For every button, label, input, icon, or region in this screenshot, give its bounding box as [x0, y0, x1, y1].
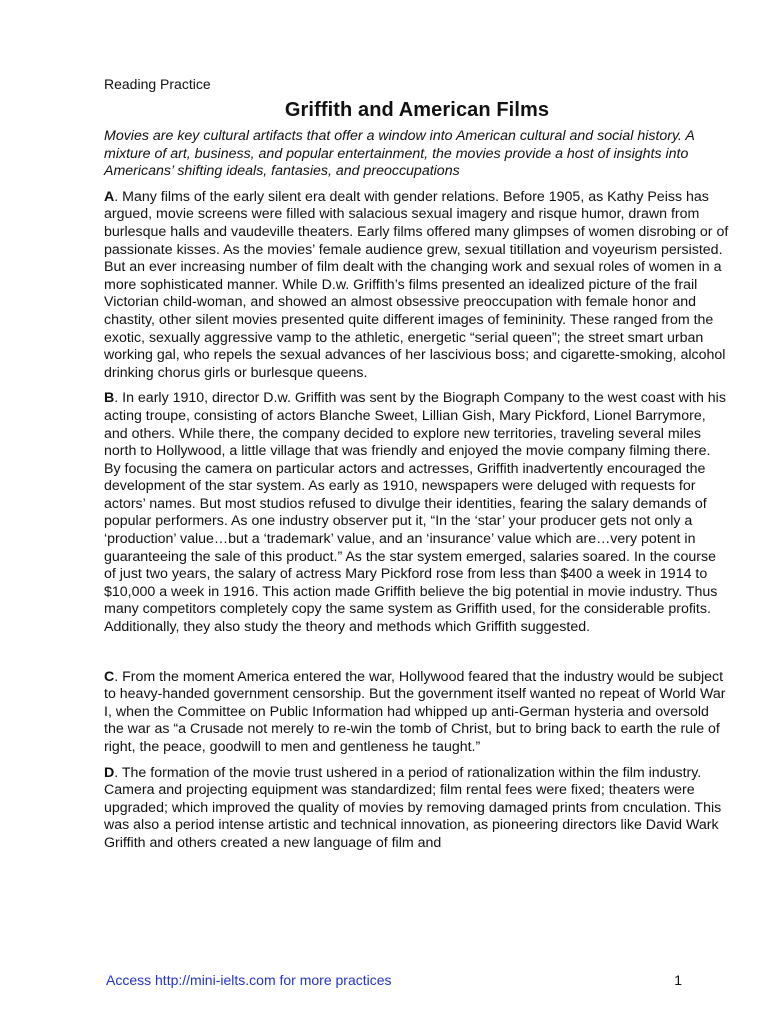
footer-link[interactable]: Access http://mini-ielts.com for more practices	[106, 972, 392, 988]
page-number: 1	[674, 972, 682, 988]
page-title: Griffith and American Films	[284, 99, 550, 121]
paragraph-a	[104, 189, 730, 383]
paragraph-text: . Many films of the early silent era dealt with gender relations. Before 1905, as Kathy Peiss has argued, movie screens were filled with salacious sexual imagery and risque humor, drawn from burlesque halls and vaudeville theaters. Early films offered many glimpses of women disrobing or of passionate kisses. As the movies’ female audience grew, sexual titillation and voyeurism persisted. But an ever increasing number of film dealt with the changing work and sexual roles of women in a more sophisticated manner. While D.w. Griffith’s films presented an idealized picture of the frail Victorian child-woman, and showed an almost obsessive preoccupation with female honor and chastity, other silent movies presented quite different images of femininity. These ranged from the exotic, sexually aggressive vamp to the athletic, energetic “serial queen”; the street smart urban working gal, who repels the sexual advances of her lascivious boss; and cigarette-smoking, alcohol drinking chorus girls or burlesque queens.	[104, 188, 729, 381]
paragraph-text: . The formation of the movie trust ushered in a period of rationalization within the film industry. Camera and projecting equipment was standardized; film rental fees were fixed; theaters were upgraded; which improved the quality of movies by removing damaged prints from cnculation. This was also a period intense artistic and technical innovation, as pioneering directors like David Wark Griffith and others created a new language of film and	[104, 764, 722, 851]
intro-paragraph: Movies are key cultural artifacts that offer a window into American cultural and social history. A mixture of art, business, and popular entertainment, the movies provide a host of insights into Americans’ shifting ideals, fantasies, and preoccupations	[104, 128, 695, 180]
paragraph-letter: B	[104, 390, 115, 407]
paragraph-letter: C	[104, 668, 115, 685]
document-page	[104, 76, 730, 861]
paragraph-text: . In early 1910, director D.w. Griffith was sent by the Biograph Company to the west coast with his acting troupe, consisting of actors Blanche Sweet, Lillian Gish, Mary Pickford, Lionel Barrymore, and others. While there, the company decided to explore new territories, traveling several miles north to Hollywood, a little village that was friendly and enjoyed the movie company filming there. By focusing the camera on particular actors and actresses, Griffith inadvertently encouraged the development of the star system. As early as 1910, newspapers were deluged with requests for actors’ names. But most studios refused to divulge their identities, fearing the salary demands of popular performers. As one industry observer put it, “In the ‘star’ your producer gets not only a ‘production’ value…but a ‘trademark’ value, and an ‘insurance’ value which are…very potent in guaranteeing the sale of this product.” As the star system emerged, salaries soared. In the course of just two years, the salary of actress Mary Pickford rose from less than $400 a week in 1914 to $10,000 a week in 1916. This action made Griffith believe the big potential in movie industry. Thus many competitors completely copy the same system as Griffith used, for the considerable profits. Additionally, they also study the theory and methods which Griffith suggested.	[104, 390, 726, 636]
page-footer	[106, 972, 682, 989]
section-label: Reading Practice	[104, 76, 211, 92]
paragraph-letter: A	[104, 188, 115, 205]
paragraph-c	[104, 669, 730, 757]
paragraph-text: . From the moment America entered the war, Hollywood feared that the industry would be subject to heavy-handed government censorship. But the government itself wanted no repeat of World War I, when the Committee on Public Information had whipped up anti-German hysteria and oversold the war as “a Crusade not merely to re-win the tomb of Christ, but to bring back to earth the rule of right, the peace, goodwill to men and gentleness he taught.”	[104, 668, 726, 755]
paragraph-b	[104, 390, 730, 636]
paragraph-d	[104, 765, 730, 853]
paragraph-letter: D	[104, 764, 115, 781]
